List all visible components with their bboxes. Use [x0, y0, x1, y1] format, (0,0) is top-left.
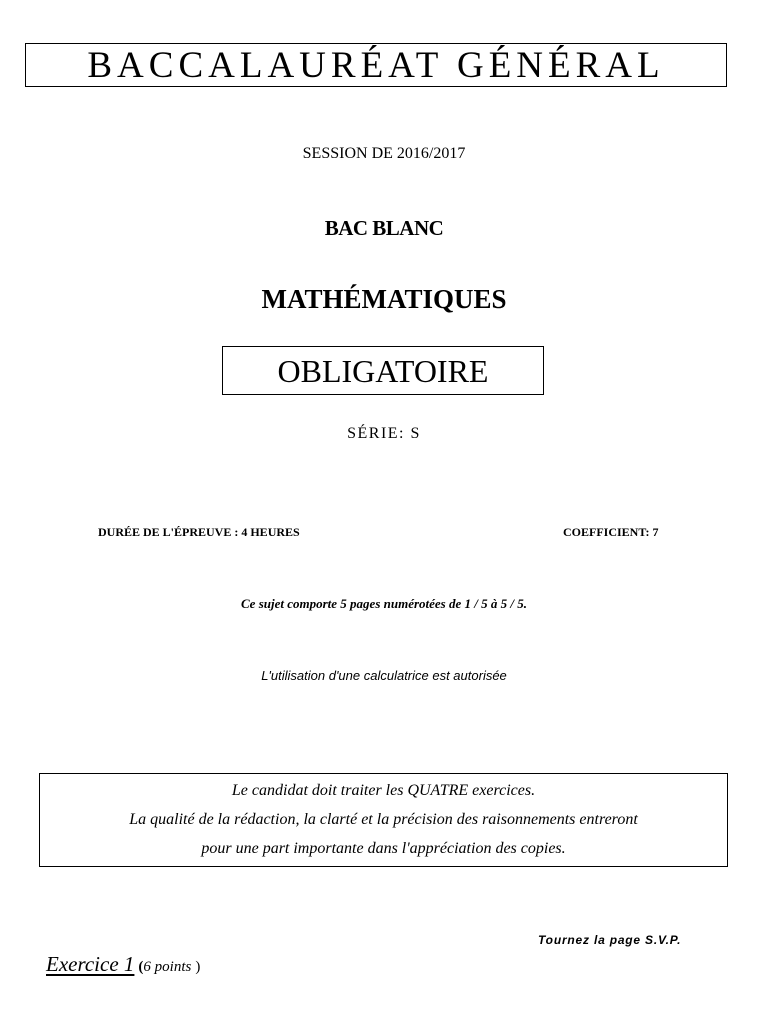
serie-label: SÉRIE: S: [347, 425, 421, 442]
instructions-line-3: pour une part importante dans l'appréciation des copies.: [201, 840, 566, 857]
option-label: OBLIGATOIRE: [277, 352, 489, 389]
exam-type: BAC BLANC: [324, 216, 444, 240]
turn-page-note: Tournez la page S.V.P.: [538, 933, 682, 947]
exercise-paren-close: ): [195, 959, 201, 975]
main-title-box: [25, 43, 727, 87]
instructions-line-1: Le candidat doit traiter les QUATRE exercices.: [231, 782, 536, 799]
instructions-line-2: La qualité de la rédaction, la clarté et la précision des raisonnements entreront: [129, 811, 638, 828]
exercise-points: 6 points: [143, 959, 192, 975]
calculator-note: L'utilisation d'une calculatrice est autorisée: [261, 668, 507, 683]
exercise-paren-open: (: [138, 959, 144, 975]
duration-label: DURÉE DE L'ÉPREUVE : 4 HEURES: [98, 525, 300, 539]
option-box: [222, 346, 544, 395]
coefficient-label: COEFFICIENT: 7: [563, 525, 659, 539]
subject-title: MATHÉMATIQUES: [261, 284, 507, 314]
exercise-title: Exercice 1: [46, 952, 135, 976]
pages-note: Ce sujet comporte 5 pages numérotées de 1 / 5 à 5 / 5.: [241, 596, 527, 611]
main-title: BACCALAURÉAT GÉNÉRAL: [87, 44, 665, 86]
exercise-heading: [46, 952, 200, 977]
session-line: SESSION DE 2016/2017: [302, 145, 466, 162]
instructions-box: [39, 773, 728, 867]
